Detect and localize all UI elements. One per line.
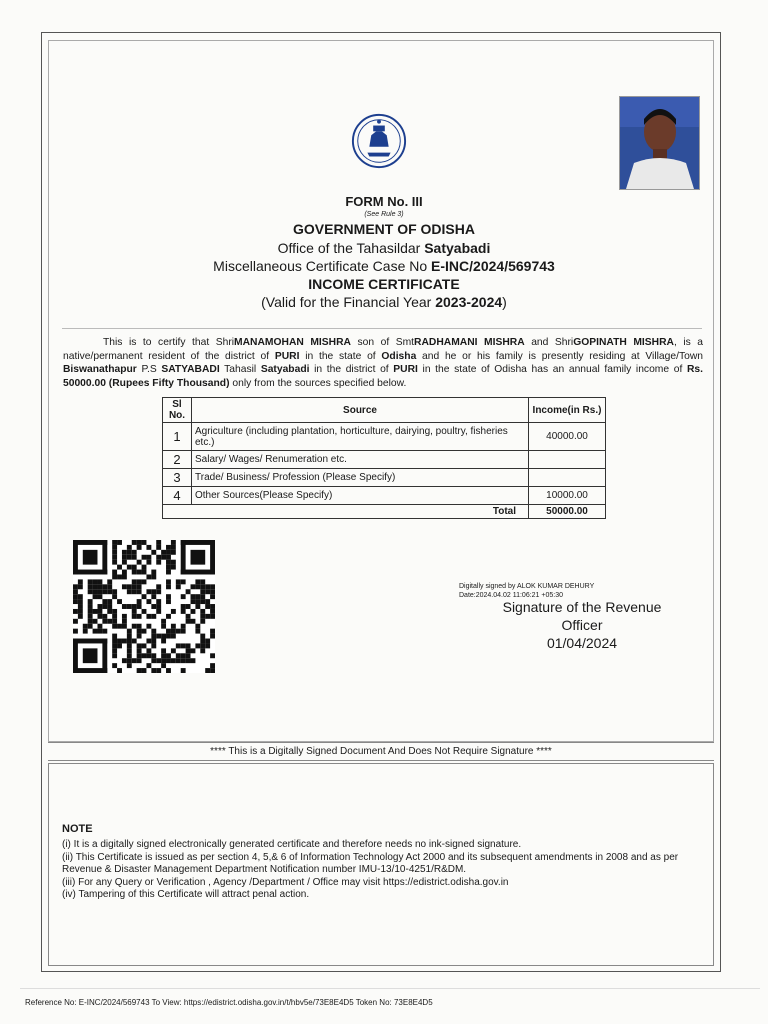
note-list: [62, 839, 712, 902]
table-row: 1 Agriculture (including plantation, horticulture, dairying, poultry, fisheries etc.) 40000.00: [163, 423, 606, 451]
signature-block: Signature of the Revenue Officer 01/04/2024: [472, 598, 692, 652]
village-name: Biswanathapur: [63, 364, 137, 375]
form-number: FORM No. III: [345, 194, 423, 209]
validity-line: (Valid for the Financial Year 2023-2024): [261, 294, 507, 310]
list-item: (iv) Tampering of this Certificate will attract penal action.: [62, 889, 310, 900]
mother-name: RADHAMANI MISHRA: [414, 337, 525, 348]
certificate-title: INCOME CERTIFICATE: [308, 276, 460, 292]
footer-divider: [20, 988, 760, 989]
list-item: (i) It is a digitally signed electronically generated certificate and therefore needs no ink-signed signature.: [62, 839, 522, 850]
signature-title: Signature of the Revenue: [502, 599, 662, 615]
income-source-table: [162, 397, 606, 519]
see-rule: (See Rule 3): [364, 211, 404, 218]
office-name: Satyabadi: [424, 240, 491, 256]
applicant-name: MANAMOHAN MISHRA: [234, 337, 351, 348]
case-line: Miscellaneous Certificate Case No E-INC/2024/569743: [213, 258, 555, 274]
note-title: NOTE: [62, 823, 93, 835]
father-name: GOPINATH MISHRA: [573, 337, 674, 348]
table-total-row: [163, 505, 606, 519]
list-item: (iii) For any Query or Verification , Agency /Department / Office may visit https://edistrict.odisha.gov.in: [62, 876, 509, 888]
header-source: Source: [192, 398, 529, 423]
tahasil-name: Satyabadi: [260, 364, 310, 375]
header-income: Income(in Rs.): [529, 398, 606, 423]
certification-paragraph: This is to certify that ShriMANAMOHAN MISHRA son of SmtRADHAMANI MISHRA and ShriGOPINATH MISHRA, is a native/permanent resident of the district of PURI in the state of Odisha and he or his family is presently residing at Village/Town Biswanathapur P.S SATYABADI Tahasil Satyabadi in the district of PURI in the state of Odisha has an annual family income of Rs. 50000.00 (Rupees Fifty Thousand) only from the sources specified below.: [63, 337, 704, 389]
annual-income: Rs. 50000.00 (Rupees Fifty Thousand): [63, 364, 703, 389]
digital-signed-notice: **** This is a Digitally Signed Document And Does Not Require Signature ****: [48, 742, 714, 761]
applicant-photo: [619, 96, 700, 190]
list-item: (ii) This Certificate is issued as per section 4, 5,& 6 of Information Technology Act 2000 and its subsequent amendments in 2008 and as per Revenue & Disaster Management Department Notification number IMU-13/10-4251/R&DM.: [62, 851, 679, 875]
reference-footer: Reference No: E-INC/2024/569743 To View: https://edistrict.odisha.gov.in/t/hbv5e/73E8E4D5 Token No: 73E8E4D5: [25, 998, 433, 1007]
table-header-row: [163, 398, 606, 423]
header-sl: Sl No.: [163, 398, 192, 423]
total-label: Total: [163, 505, 529, 519]
table-row: 4 Other Sources(Please Specify) 10000.00: [163, 487, 606, 505]
total-value: 50000.00: [529, 505, 606, 519]
government-name: GOVERNMENT OF ODISHA: [292, 221, 475, 237]
header-divider: [62, 328, 702, 329]
police-station: SATYABADI: [161, 364, 220, 375]
table-row: 3 Trade/ Business/ Profession (Please Specify): [163, 469, 606, 487]
case-number: E-INC/2024/569743: [431, 258, 555, 274]
office-line: Office of the Tahasildar Satyabadi: [277, 240, 491, 256]
signature-date: 01/04/2024: [546, 635, 618, 651]
digital-signature-info: Digitally signed by ALOK KUMAR DEHURY Date:2024.04.02 11:06:21 +05:30: [459, 583, 595, 599]
table-row: 2 Salary/ Wages/ Renumeration etc.: [163, 451, 606, 469]
qr-code-icon[interactable]: [73, 540, 215, 673]
financial-year: 2023-2024: [435, 294, 503, 310]
odisha-emblem-icon: [350, 112, 408, 170]
